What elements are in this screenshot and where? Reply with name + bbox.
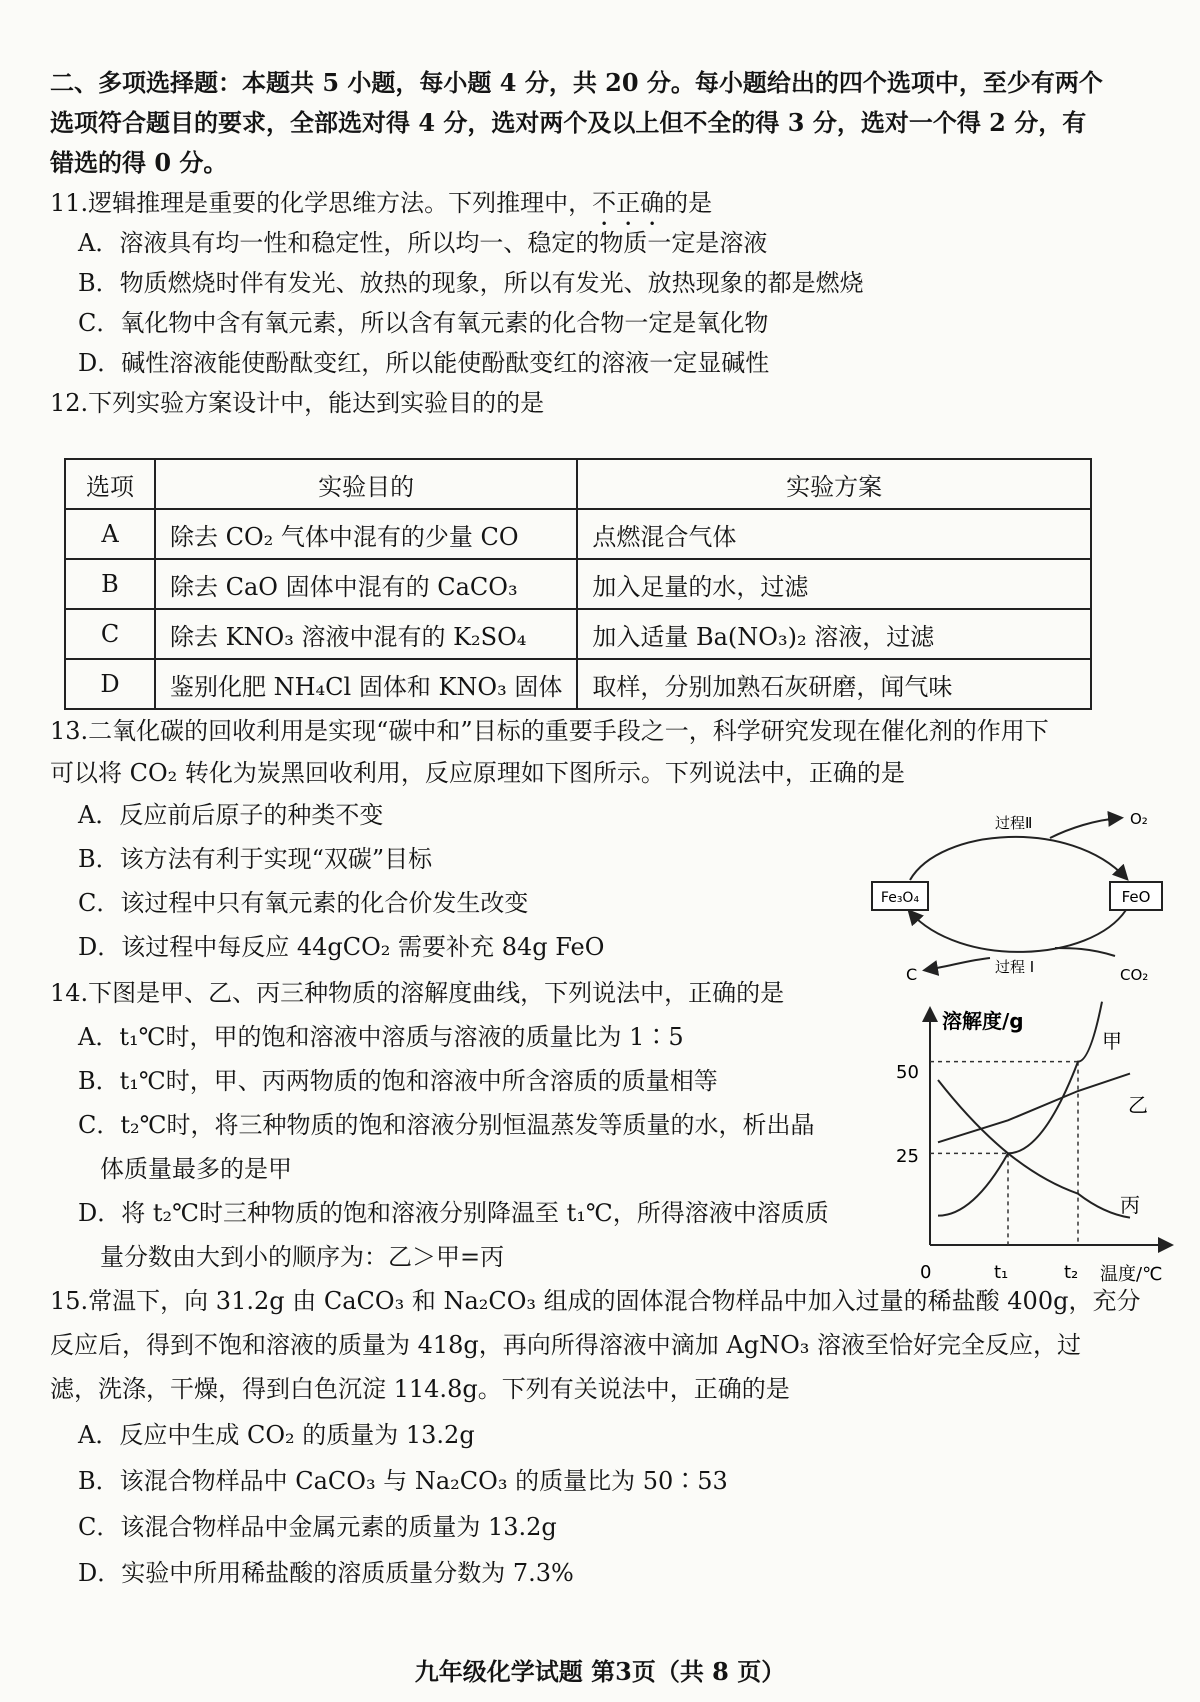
c-label: C [906, 965, 918, 984]
t1-tick-label: t₁ [994, 1262, 1009, 1283]
fe3o4-label: Fe₃O₄ [880, 890, 920, 906]
co2-branch [1055, 948, 1115, 956]
o2-branch-arrow [1050, 818, 1120, 838]
process2-label: 过程Ⅱ [995, 814, 1033, 832]
x-axis-label: 温度/℃ [1100, 1264, 1163, 1285]
header-goal: 实验目的 [155, 459, 577, 509]
q11-option-b: B．物质燃烧时伴有发光、放热的现象，所以有发光、放热现象的都是燃烧 [78, 269, 864, 297]
c-branch-arrow [926, 958, 990, 970]
q14-option-b: B．t₁℃时，甲、丙两物质的饱和溶液中所含溶质的质量相等 [78, 1067, 718, 1095]
table-row [65, 509, 1091, 559]
row-plan: 加入适量 Ba(NO₃)₂ 溶液，过滤 [577, 609, 1091, 659]
q13-cycle-diagram [870, 808, 1170, 984]
series-jia-label: 甲 [1102, 1029, 1122, 1053]
row-goal: 除去 CaO 固体中混有的 CaCO₃ [155, 559, 577, 609]
q15-option-b: B．该混合物样品中 CaCO₃ 与 Na₂CO₃ 的质量比为 50∶53 [78, 1467, 728, 1495]
q14-stem: 14.下图是甲、乙、丙三种物质的溶解度曲线，下列说法中，正确的是 [50, 979, 785, 1007]
upper-arc-arrow [910, 837, 1126, 880]
y-axis-label: 溶解度/g [942, 1009, 1024, 1033]
t2-tick-label: t₂ [1064, 1262, 1079, 1283]
co2-label: CO₂ [1120, 966, 1149, 984]
table-header-row [65, 459, 1091, 509]
series-yi-label: 乙 [1128, 1093, 1148, 1117]
q13-option-d: D．该过程中每反应 44gCO₂ 需要补充 84g FeO [78, 933, 605, 961]
q15-option-a: A．反应中生成 CO₂ 的质量为 13.2g [78, 1421, 475, 1449]
page-footer: 九年级化学试题 第3页（共 8 页） [414, 1657, 786, 1686]
q15-option-d: D．实验中所用稀盐酸的溶质质量分数为 7.3% [78, 1559, 574, 1587]
section-intro-line3: 错选的得 0 分。 [50, 148, 228, 177]
q14-option-a: A．t₁℃时，甲的饱和溶液中溶质与溶液的质量比为 1∶5 [78, 1023, 684, 1051]
section-intro-line1: 二、多项选择题：本题共 5 小题，每小题 4 分，共 20 分。每小题给出的四个选项中，至少有两个 [50, 68, 1103, 97]
y50-tick-label: 50 [896, 1062, 919, 1083]
row-plan: 加入足量的水，过滤 [577, 559, 1091, 609]
row-goal: 鉴别化肥 NH₄Cl 固体和 KNO₃ 固体 [155, 659, 577, 709]
lower-arc-arrow [910, 910, 1126, 952]
table-row [65, 559, 1091, 609]
q13-option-b: B．该方法有利于实现“双碳”目标 [78, 845, 433, 873]
origin-label: 0 [920, 1262, 932, 1283]
row-option: D [65, 659, 155, 709]
q11-stem-pre: 11.逻辑推理是重要的化学思维方法。下列推理中， [50, 189, 593, 217]
q14-option-d-line1: D．将 t₂℃时三种物质的饱和溶液分别降温至 t₁℃，所得溶液中溶质质 [78, 1199, 829, 1227]
q14-option-c-line2: 体质量最多的是甲 [100, 1155, 292, 1183]
o2-label: O₂ [1130, 810, 1148, 828]
q11-option-a: A．溶液具有均一性和稳定性，所以均一、稳定的物质一定是溶液 [78, 229, 768, 257]
q11-option-c: C．氧化物中含有氧元素，所以含有氧元素的化合物一定是氧化物 [78, 309, 769, 337]
q12-stem: 12.下列实验方案设计中，能达到实验目的的是 [50, 389, 545, 417]
row-plan: 取样，分别加熟石灰研磨，闻气味 [577, 659, 1091, 709]
table-row [65, 609, 1091, 659]
y25-tick-label: 25 [896, 1146, 919, 1167]
q11-stem [50, 186, 1170, 231]
q13-stem-line2: 可以将 CO₂ 转化为炭黑回收利用，反应原理如下图所示。下列说法中，正确的是 [50, 759, 905, 787]
q12-table [64, 458, 1092, 710]
series-bing-label: 丙 [1120, 1193, 1140, 1217]
row-option: C [65, 609, 155, 659]
q13-stem-line1: 13.二氧化碳的回收利用是实现“碳中和”目标的重要手段之一，科学研究发现在催化剂的作用下 [50, 717, 1049, 745]
series-bing-curve [938, 1080, 1130, 1218]
q15-stem-line2: 反应后，得到不饱和溶液的质量为 418g，再向所得溶液中滴加 AgNO₃ 溶液至恰好完全反应，过 [50, 1331, 1082, 1359]
row-option: A [65, 509, 155, 559]
row-plan: 点燃混合气体 [577, 509, 1091, 559]
q15-stem-line3: 滤，洗涤，干燥，得到白色沉淀 114.8g。下列有关说法中，正确的是 [50, 1375, 790, 1403]
table-row [65, 659, 1091, 709]
process1-label: 过程 I [995, 958, 1035, 976]
q14-option-c-line1: C．t₂℃时，将三种物质的饱和溶液分别恒温蒸发等质量的水，析出晶 [78, 1111, 815, 1139]
row-goal: 除去 KNO₃ 溶液中混有的 K₂SO₄ [155, 609, 577, 659]
series-yi-curve [938, 1074, 1130, 1143]
section-intro-line2: 选项符合题目的要求，全部选对得 4 分，选对两个及以上但不全的得 3 分，选对一个得 2 分，有 [50, 108, 1087, 137]
row-option: B [65, 559, 155, 609]
q14-solubility-chart [890, 1000, 1180, 1290]
q11-option-d: D．碱性溶液能使酚酞变红，所以能使酚酞变红的溶液一定显碱性 [78, 349, 770, 377]
row-goal: 除去 CO₂ 气体中混有的少量 CO [155, 509, 577, 559]
q14-option-d-line2: 量分数由大到小的顺序为：乙＞甲=丙 [100, 1243, 505, 1271]
q13-option-c: C．该过程中只有氧元素的化合价发生改变 [78, 889, 529, 917]
q15-option-c: C．该混合物样品中金属元素的质量为 13.2g [78, 1513, 557, 1541]
q13-option-a: A．反应前后原子的种类不变 [78, 801, 384, 829]
header-option: 选项 [65, 459, 155, 509]
q15-stem-line1: 15.常温下，向 31.2g 由 CaCO₃ 和 Na₂CO₃ 组成的固体混合物样品中加入过量的稀盐酸 400g，充分 [50, 1287, 1141, 1315]
feo-label: FeO [1121, 888, 1151, 906]
header-plan: 实验方案 [577, 459, 1091, 509]
q11-stem-emphasis: 不正确 [592, 189, 665, 217]
q11-stem-post: 的是 [664, 189, 713, 217]
